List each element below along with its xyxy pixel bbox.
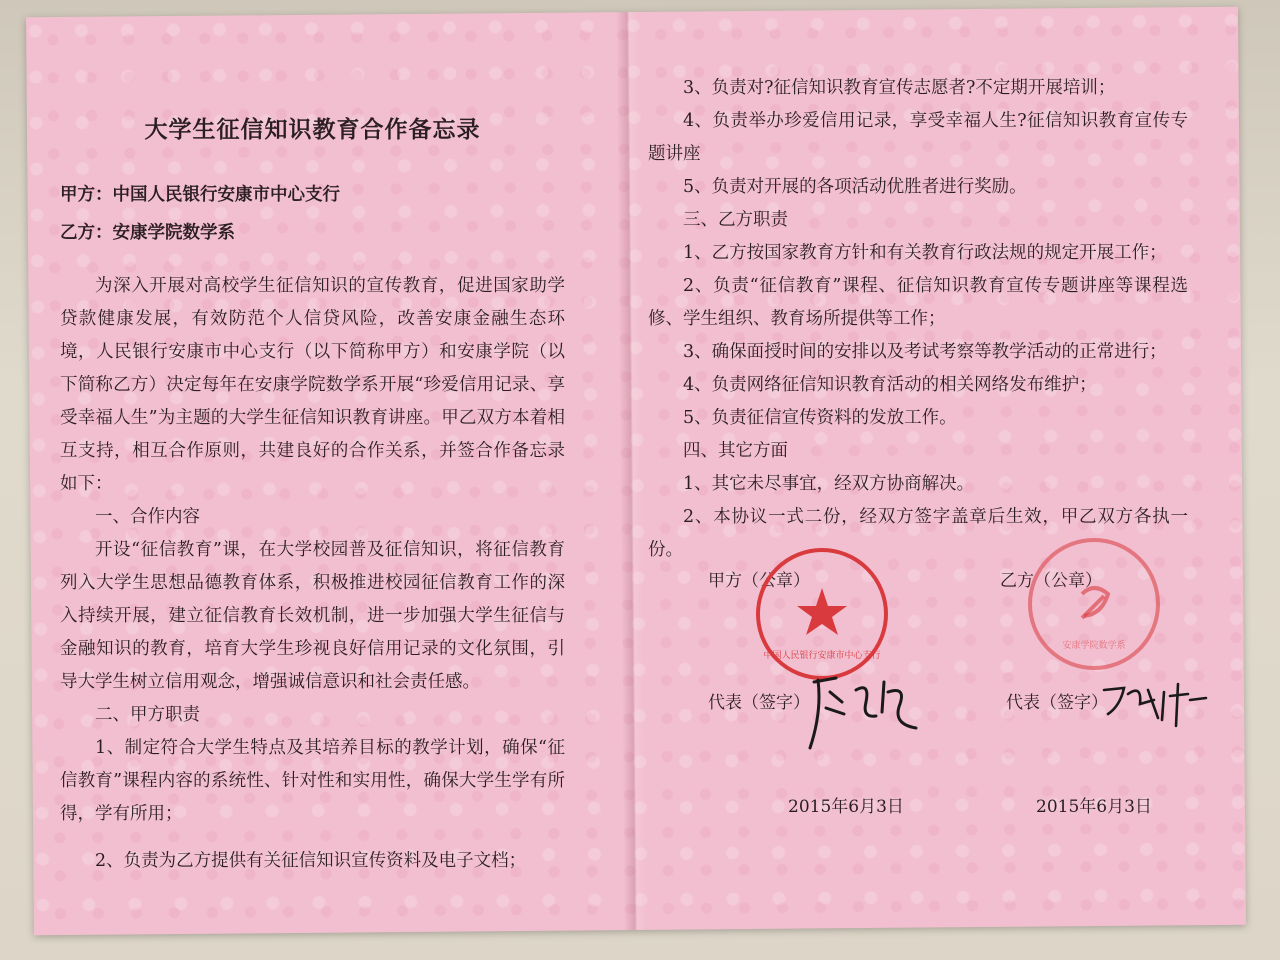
party-b-representative-label: 代表（签字） [1006, 693, 1108, 713]
page-fold [616, 12, 646, 930]
party-a-representative-label: 代表（签字） [708, 693, 810, 713]
signature-area [648, 560, 1188, 840]
party-a-duty-1: 1、制定符合大学生特点及其培养目标的教学计划，确保“征信教育”课程内容的系统性、针对性和实用性，确保大学生学有所得，学有所用； [60, 738, 565, 824]
party-a-duty-4: 4、负责举办珍爱信用记录，享受幸福人生?征信知识教育宣传专题讲座 [648, 111, 1188, 164]
party-b-duty-3: 3、确保面授时间的安排以及考试考察等教学活动的正常进行； [683, 342, 1167, 362]
document-title: 大学生征信知识教育合作备忘录 [144, 116, 481, 143]
party-b-duty-2: 2、负责“征信教育”课程、征信知识教育宣传专题讲座等课程选修、学生组织、教育场所提供等工作； [648, 276, 1188, 329]
party-a-date: 2015年6月3日 [788, 797, 904, 817]
section-heading-other: 四、其它方面 [683, 441, 788, 461]
section-heading-party-b: 三、乙方职责 [683, 210, 788, 230]
party-a: 甲方：中国人民银行安康市中心支行 [60, 185, 340, 205]
party-a-signature [796, 652, 946, 762]
intro-paragraph: 为深入开展对高校学生征信知识的宣传教育，促进国家助学贷款健康发展，有效防范个人信贷风险，改善安康金融生态环境，人民银行安康市中心支行（以下简称甲方）和安康学院（以下简称乙方）决定每年在安康学院数学系开展“珍爱信用记录、享受幸福人生”为主题的大学生征信知识教育讲座。甲乙双方本着相互支持，相互合作原则，共建良好的合作关系，并签合作备忘录如下： [60, 276, 565, 494]
party-b-duty-1: 1、乙方按国家教育方针和有关教育行政法规的规定开展工作； [683, 243, 1167, 263]
party-a-seal-label: 甲方（公章） [708, 571, 810, 591]
cooperation-paragraph: 开设“征信教育”课，在大学校园普及征信知识，将征信教育列入大学生思想品德教育体系，积极推进校园征信教育工作的深入持续开展，建立征信教育长效机制，进一步加强大学生征信与金融知识的教育，培育大学生珍视良好信用记录的文化氛围，引导大学生树立信用观念，增强诚信意识和社会责任感。 [60, 540, 565, 692]
party-a-seal-text: 中国人民银行安康市中心支行 [763, 651, 881, 661]
party-b-seal-label: 乙方（公章） [1000, 571, 1102, 591]
party-b-duty-5: 5、负责征信宣传资料的发放工作。 [683, 408, 957, 428]
section-heading-cooperation: 一、合作内容 [95, 507, 200, 527]
party-b-date: 2015年6月3日 [1036, 797, 1152, 817]
party-b-seal-text: 安康学院数学系 [1062, 641, 1126, 651]
hammer-sickle-seal-icon [1032, 542, 1156, 666]
other-item-1: 1、其它未尽事宜，经双方协商解决。 [683, 474, 975, 494]
party-a-duty-2: 2、负责为乙方提供有关征信知识宣传资料及电子文档； [95, 851, 527, 871]
party-b-duty-4: 4、负责网络征信知识教育活动的相关网络发布维护； [683, 375, 1097, 395]
party-a-duty-3: 3、负责对?征信知识教育宣传志愿者?不定期开展培训； [683, 78, 1116, 98]
party-a-duty-5: 5、负责对开展的各项活动优胜者进行奖励。 [683, 177, 1027, 197]
party-b-signature [1098, 670, 1218, 740]
section-heading-party-a: 二、甲方职责 [95, 705, 200, 725]
party-b: 乙方：安康学院数学系 [60, 223, 235, 243]
right-page [648, 72, 1188, 567]
left-page [60, 110, 565, 878]
other-item-2: 2、本协议一式二份，经双方签字盖章后生效，甲乙双方各执一份。 [648, 507, 1188, 560]
party-b-official-seal [1028, 538, 1160, 670]
